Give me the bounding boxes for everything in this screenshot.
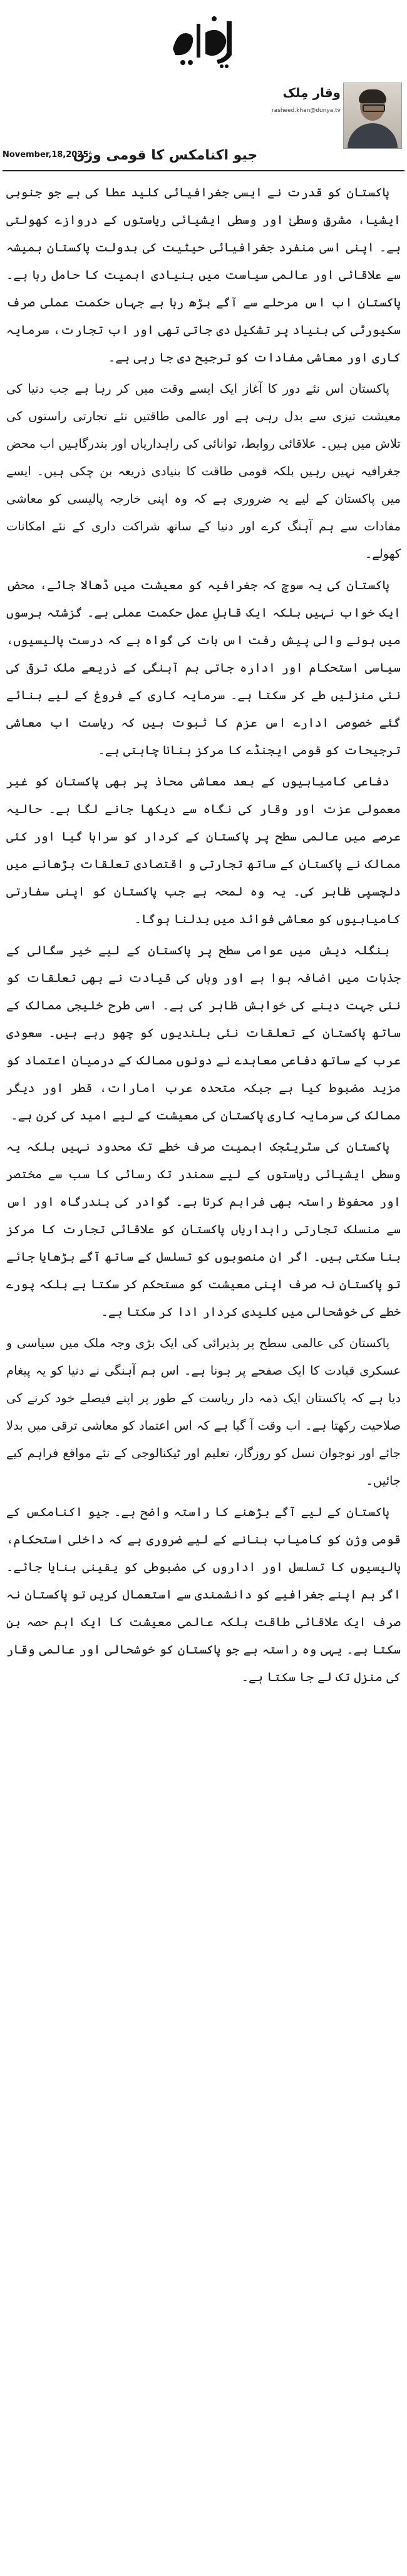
article-paragraph: پاکستان کے لیے آگے بڑھنے کا راستہ واضح ہے۔ جیو اکنامکس کے قومی وژن کو کامیاب بنانے کے لیے ضروری ہے کہ داخلی استحکام، پالیسیوں کا تسلسل اور اداروں کی مضبوطی کو یقینی بنایا جائے۔ اگر ہم اپنے جغرافیے کو دانشمندی سے استعمال کریں تو پاکستان نہ صرف ایک علاقائی طاقت بلکہ عالمی معیشت کا ایک اہم حصہ بن سکتا ہے۔ یہی وہ راستہ ہے جو پاکستان کو خوشحالی اور عالمی وقار کی منزل تک لے جا سکتا ہے۔ <box>6 1505 401 1684</box>
author-photo <box>343 83 402 149</box>
article-paragraph: پاکستان کو قدرت نے ایسی جغرافیائی کلید عطا کی ہے جو جنوبی ایشیا، مشرقِ وسطیٰ اور وسطی ایشیائی ریاستوں کے دروازے کھولتی ہے۔ اپنی اسی منفرد جغرافیائی حیثیت کی بدولت پاکستان ہمیشہ سے علاقائی اور عالمی سیاست میں بنیادی اہمیت کا حامل رہا ہے۔ پاکستان اب اس مرحلے سے آگے بڑھ رہا ہے جہاں حکمت عملی صرف سکیورٹی کی بنیاد پر تشکیل دی جاتی تھی اور اب تجارت، سرمایہ کاری اور معاشی مفادات کو ترجیح دی جا رہی ہے۔ <box>6 185 401 365</box>
dunya-logo <box>164 5 243 70</box>
publish-date: November,18,2025 <box>3 150 89 159</box>
article-headline: جیو اکنامکس کا قومی وژن <box>73 148 258 163</box>
article-body <box>6 179 401 2568</box>
author-email: rasheed.khan@dunya.tv <box>271 108 341 114</box>
author-name: وقار مِلک <box>282 85 341 100</box>
headline-band <box>3 145 404 166</box>
article-paragraph: پاکستان کی عالمی سطح پر پذیرائی کی ایک بڑی وجہ ملک میں سیاسی و عسکری قیادت کا ایک صفحے پر ہونا ہے۔ اس ہم آہنگی نے دنیا کو یہ پیغام دیا ہے کہ پاکستان ایک ذمہ دار ریاست کے طور پر اپنے فیصلے خود کرنے کی صلاحیت رکھتا ہے۔ اب وقت آ گیا ہے کہ اس اعتماد کو معاشی ترقی میں بدلا جائے اور نوجوان نسل کو روزگار، تعلیم اور ٹیکنالوجی کے نئے مواقع فراہم کیے جائیں۔ <box>6 1336 401 1488</box>
author-block <box>271 79 402 153</box>
article-paragraph: بنگلہ دیش میں عوامی سطح پر پاکستان کے لیے خیر سگالی کے جذبات میں اضافہ ہوا ہے اور وہاں کی قیادت نے بھی تعلقات کو نئی جہت دینے کی خواہش ظاہر کی ہے۔ اسی طرح خلیجی ممالک کے ساتھ پاکستان کے تعلقات نئی بلندیوں کو چھو رہے ہیں۔ سعودی عرب کے ساتھ دفاعی معاہدے نے دونوں ممالک کے درمیان اعتماد کو مزید مضبوط کیا ہے جبکہ متحدہ عرب امارات، قطر اور دیگر ممالک کی سرمایہ کاری پاکستان کی معیشت کے لیے امید کی کرن ہے۔ <box>6 943 401 1123</box>
masthead <box>0 0 407 75</box>
divider <box>3 170 404 171</box>
article-paragraph: پاکستان کی یہ سوچ کہ جغرافیہ کو معیشت میں ڈھالا جائے، محض ایک خواب نہیں بلکہ ایک قابلِ عمل حکمت عملی ہے۔ گزشتہ برسوں میں ہونے والی پیش رفت اس بات کی گواہ ہے کہ درست پالیسیوں، سیاسی استحکام اور ادارہ جاتی ہم آہنگی کے ذریعے ملک ترقی کی نئی منزلیں طے کر سکتا ہے۔ سرمایہ کاری کے فروغ کے لیے بنائے گئے خصوصی ادارے اس عزم کا ثبوت ہیں کہ ریاست اب معاشی ترجیحات کو قومی ایجنڈے کا مرکز بنانا چاہتی ہے۔ <box>6 578 401 757</box>
article-paragraph: پاکستان اس نئے دور کا آغاز ایک ایسے وقت میں کر رہا ہے جب دنیا کی معیشت تیزی سے بدل رہی ہے اور عالمی طاقتیں نئے تجارتی راستوں کی تلاش میں ہیں۔ علاقائی روابط، توانائی کی راہداریاں اور بندرگاہیں اب محض جغرافیہ نہیں رہیں بلکہ قومی طاقت کا بنیادی ذریعہ بن چکی ہیں۔ ایسے میں پاکستان کے لیے یہ ضروری ہے کہ وہ اپنی خارجہ پالیسی کو معاشی مفادات سے ہم آہنگ کرے اور دنیا کے ساتھ شراکت داری کے نئے امکانات کھولے۔ <box>6 381 401 561</box>
article-paragraph: پاکستان کی سٹریٹجک اہمیت صرف خطے تک محدود نہیں بلکہ یہ وسطی ایشیائی ریاستوں کے لیے سمندر تک رسائی کا سب سے مختصر اور محفوظ راستہ بھی فراہم کرتا ہے۔ گوادر کی بندرگاہ اور اس سے منسلک تجارتی راہداریاں پاکستان کو علاقائی تجارت کا مرکز بنا سکتی ہیں۔ اگر ان منصوبوں کو تسلسل کے ساتھ آگے بڑھایا جائے تو پاکستان نہ صرف اپنی معیشت کو مستحکم کر سکتا ہے بلکہ پورے خطے کی خوشحالی میں کلیدی کردار ادا کر سکتا ہے۔ <box>6 1139 401 1319</box>
article-paragraph: دفاعی کامیابیوں کے بعد معاشی محاذ پر بھی پاکستان کو غیر معمولی عزت اور وقار کی نگاہ سے دیکھا جانے لگا ہے۔ حالیہ عرصے میں عالمی سطح پر پاکستان کے کردار کو سراہا گیا اور کئی ممالک نے پاکستان کے ساتھ تجارتی و اقتصادی تعلقات بڑھانے میں دلچسپی ظاہر کی۔ یہ وہ لمحہ ہے جب پاکستان کو اپنی سفارتی کامیابیوں کو معاشی فوائد میں بدلنا ہوگا۔ <box>6 774 401 926</box>
